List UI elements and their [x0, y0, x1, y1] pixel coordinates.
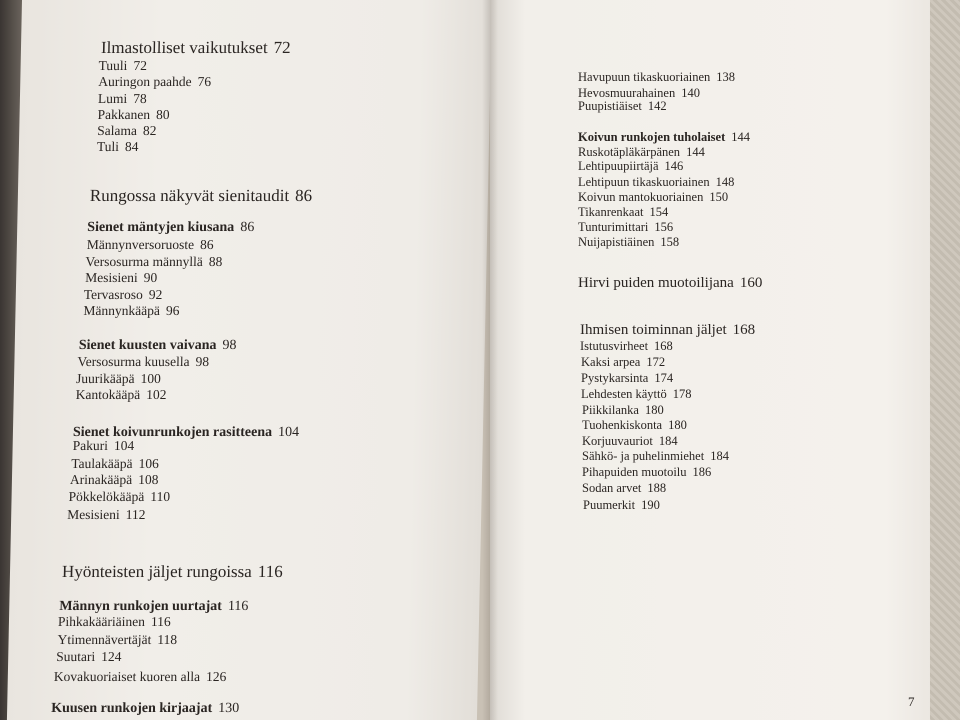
toc-entry-title: Arinakääpä: [69, 472, 133, 487]
toc-entry-title: Männynkääpä: [83, 303, 161, 318]
toc-entry-title: Ytimennävertäjät: [57, 632, 152, 647]
toc-entry: [90, 186, 313, 206]
toc-entry: [578, 235, 679, 250]
toc-entry-title: Pakuri: [72, 438, 109, 453]
toc-entry-title: Hyönteisten jäljet rungoissa: [61, 562, 253, 581]
toc-entry: [85, 254, 222, 270]
toc-entry-title: Tervasroso: [83, 287, 144, 302]
toc-entry-page: 96: [165, 303, 180, 318]
toc-entry: [581, 355, 665, 370]
toc-entry-page: 150: [709, 190, 729, 204]
toc-entry: [67, 507, 146, 523]
toc-entry-title: Pakkanen: [97, 107, 151, 122]
toc-entry-title: Tuuli: [98, 58, 128, 73]
toc-entry-title: Pystykarsinta: [581, 371, 649, 385]
toc-entry-title: Suutari: [56, 649, 96, 664]
toc-entry-page: 86: [240, 220, 255, 235]
toc-entry-page: 172: [646, 355, 666, 369]
toc-entry-page: 126: [205, 669, 227, 684]
toc-entry-title: Tikanrenkaat: [578, 205, 644, 219]
toc-entry-title: Pihapuiden muotoilu: [582, 465, 687, 479]
toc-entry-title: Kuusen runkojen kirjaajat: [51, 701, 213, 716]
toc-entry: [581, 387, 692, 402]
toc-entry: [87, 237, 214, 253]
toc-entry-page: 76: [197, 74, 212, 89]
toc-entry: [98, 74, 211, 90]
toc-entry-page: 190: [641, 498, 660, 512]
toc-entry-title: Hirvi puiden muotoilijana: [578, 275, 734, 291]
toc-entry: [85, 270, 157, 286]
toc-entry: [84, 287, 163, 303]
toc-entry-title: Tuohenkiskonta: [582, 418, 663, 432]
toc-entry-title: Sienet koivunrunkojen rasitteena: [72, 425, 273, 440]
toc-entry: [54, 669, 227, 685]
toc-entry: [62, 562, 283, 582]
toc-entry: [580, 339, 673, 354]
toc-entry-page: 116: [150, 614, 171, 629]
toc-entry-page: 88: [208, 254, 223, 269]
toc-entry: [578, 175, 734, 190]
right-page: [490, 0, 930, 720]
toc-entry-title: Puupistiäiset: [578, 99, 642, 113]
toc-entry: [578, 220, 673, 235]
toc-entry-page: 106: [138, 456, 159, 471]
toc-entry-page: 154: [649, 205, 669, 219]
toc-entry-title: Istutusvirheet: [580, 339, 649, 353]
toc-entry: [101, 38, 291, 58]
toc-entry-page: 144: [731, 130, 751, 144]
toc-entry-title: Rungossa näkyvät sienitaudit: [89, 186, 290, 205]
left-page: [7, 0, 492, 720]
toc-entry-page: 144: [686, 145, 705, 159]
toc-entry-title: Auringon paahde: [98, 74, 192, 89]
toc-entry: [57, 632, 177, 648]
toc-entry: [578, 130, 750, 145]
toc-entry: [76, 371, 161, 387]
toc-entry-title: Koivun mantokuoriainen: [578, 190, 704, 204]
toc-entry-title: Pökkelökääpä: [68, 489, 145, 504]
toc-entry-title: Kantokääpä: [75, 387, 141, 402]
toc-entry: [70, 472, 159, 488]
toc-entry-title: Juurikääpä: [75, 371, 135, 386]
toc-entry: [578, 70, 735, 85]
toc-entry-page: 168: [732, 322, 756, 338]
toc-entry: [583, 498, 660, 513]
toc-entry-title: Kaksi arpea: [581, 355, 641, 369]
toc-entry: [578, 159, 683, 174]
toc-entry: [582, 449, 729, 464]
toc-entry-page: 116: [257, 562, 283, 581]
toc-entry-page: 86: [294, 186, 313, 205]
toc-entry-title: Ihmisen toiminnan jäljet: [580, 322, 727, 338]
toc-entry: [582, 418, 687, 433]
toc-entry: [77, 354, 209, 370]
toc-entry-page: 184: [710, 449, 729, 463]
toc-entry: [72, 438, 134, 454]
toc-entry: [98, 58, 147, 74]
toc-entry: [578, 190, 728, 205]
toc-entry-page: 180: [668, 418, 687, 432]
toc-entry-page: 72: [133, 58, 148, 73]
toc-entry-page: 112: [125, 507, 146, 522]
toc-entry-page: 110: [150, 489, 171, 504]
toc-entry: [97, 123, 157, 139]
toc-entry: [56, 649, 122, 665]
toc-entry-page: 138: [716, 70, 736, 84]
toc-entry-title: Tuli: [96, 139, 120, 154]
toc-entry-page: 158: [660, 235, 680, 249]
toc-entry-page: 80: [155, 107, 170, 122]
toc-entry: [58, 614, 171, 630]
toc-entry-page: 84: [124, 139, 139, 154]
toc-entry-page: 90: [143, 270, 158, 285]
toc-entry-page: 104: [277, 425, 300, 440]
toc-entry-title: Lehtipuun tikaskuoriainen: [578, 175, 710, 189]
toc-entry-title: Lehtipuupiirtäjä: [578, 159, 659, 173]
book-gutter: [482, 0, 498, 720]
toc-entry-title: Männyn runkojen uurtajat: [59, 599, 223, 614]
toc-entry: [83, 303, 179, 319]
toc-entry-page: 100: [140, 371, 161, 386]
toc-entry-title: Mesisieni: [67, 507, 120, 522]
toc-entry-page: 118: [157, 632, 178, 647]
toc-entry-page: 186: [692, 465, 712, 479]
toc-entry-title: Sähkö- ja puhelinmiehet: [582, 449, 705, 463]
toc-entry-title: Salama: [97, 123, 138, 138]
toc-entry-title: Koivun runkojen tuholaiset: [578, 130, 726, 144]
toc-entry-title: Ilmastolliset vaikutukset: [100, 38, 268, 57]
toc-entry-title: Nuijapistiäinen: [578, 235, 655, 249]
toc-entry-page: 174: [654, 371, 674, 385]
toc-entry-title: Lehdesten käyttö: [581, 387, 667, 401]
toc-entry-title: Ruskotäpläkärpänen: [578, 145, 681, 159]
toc-entry: [581, 371, 673, 386]
toc-entry-title: Havupuun tikaskuoriainen: [578, 70, 711, 84]
toc-entry-page: 148: [715, 175, 735, 189]
toc-entry-title: Korjuuvauriot: [582, 434, 653, 448]
toc-entry: [582, 403, 664, 418]
toc-entry: [582, 465, 711, 480]
toc-entry: [98, 91, 147, 107]
toc-entry-page: 98: [195, 354, 210, 369]
toc-entry-page: 116: [227, 599, 249, 614]
toc-entry-title: Versosurma kuusella: [77, 354, 190, 369]
toc-entry-title: Mesisieni: [85, 270, 138, 285]
page-number: 7: [908, 694, 915, 709]
toc-entry: [71, 456, 159, 472]
toc-entry: [76, 387, 167, 403]
toc-entry-page: 188: [647, 481, 667, 495]
toc-entry: [97, 139, 139, 155]
toc-entry-page: 180: [644, 403, 664, 417]
toc-entry-page: 184: [658, 434, 678, 448]
toc-entry-title: Hevosmuurahainen: [578, 86, 676, 100]
toc-entry-title: Lumi: [97, 91, 128, 106]
toc-entry-page: 124: [101, 649, 122, 664]
toc-entry-title: Piikkilanka: [582, 403, 639, 417]
toc-entry-page: 82: [142, 123, 157, 138]
toc-entry-page: 156: [654, 220, 674, 234]
toc-entry-page: 142: [647, 99, 667, 113]
toc-entry-title: Pihkakääriäinen: [57, 614, 146, 629]
toc-entry-page: 86: [199, 237, 214, 252]
toc-entry-page: 130: [218, 701, 240, 716]
toc-entry-title: Sienet mäntyjen kiusana: [87, 220, 235, 235]
toc-entry-page: 98: [222, 338, 237, 353]
toc-entry-page: 78: [133, 91, 147, 106]
toc-entry: [582, 434, 678, 449]
toc-entry: [578, 145, 705, 160]
toc-entry: [580, 322, 755, 339]
toc-entry: [59, 599, 248, 615]
toc-entry-page: 104: [113, 438, 135, 453]
toc-entry-page: 72: [273, 38, 291, 57]
toc-entry-page: 92: [148, 287, 163, 302]
toc-entry: [578, 275, 762, 292]
toc-entry-title: Taulakääpä: [71, 456, 133, 471]
toc-entry-page: 168: [654, 339, 673, 353]
toc-entry-page: 102: [146, 387, 167, 402]
toc-entry-title: Männynversoruoste: [86, 237, 195, 252]
toc-entry-page: 108: [138, 472, 159, 487]
toc-entry-page: 140: [681, 86, 700, 100]
toc-entry-title: Sienet kuusten vaivana: [78, 338, 217, 353]
toc-entry: [68, 489, 170, 505]
toc-entry-page: 146: [664, 159, 684, 173]
toc-entry: [582, 481, 666, 496]
toc-entry-title: Versosurma männyllä: [85, 254, 204, 269]
toc-entry-title: Sodan arvet: [582, 481, 642, 495]
toc-entry-page: 178: [672, 387, 692, 401]
toc-entry: [578, 205, 668, 220]
toc-entry: [97, 107, 169, 123]
toc-entry: [51, 701, 239, 717]
toc-entry: [578, 99, 667, 114]
toc-entry: [79, 338, 237, 354]
toc-entry: [87, 220, 254, 236]
toc-entry-title: Kovakuoriaiset kuoren alla: [53, 669, 201, 684]
toc-entry-title: Tunturimittari: [578, 220, 649, 234]
toc-entry-page: 160: [739, 275, 763, 291]
toc-entry-title: Puumerkit: [583, 498, 636, 512]
